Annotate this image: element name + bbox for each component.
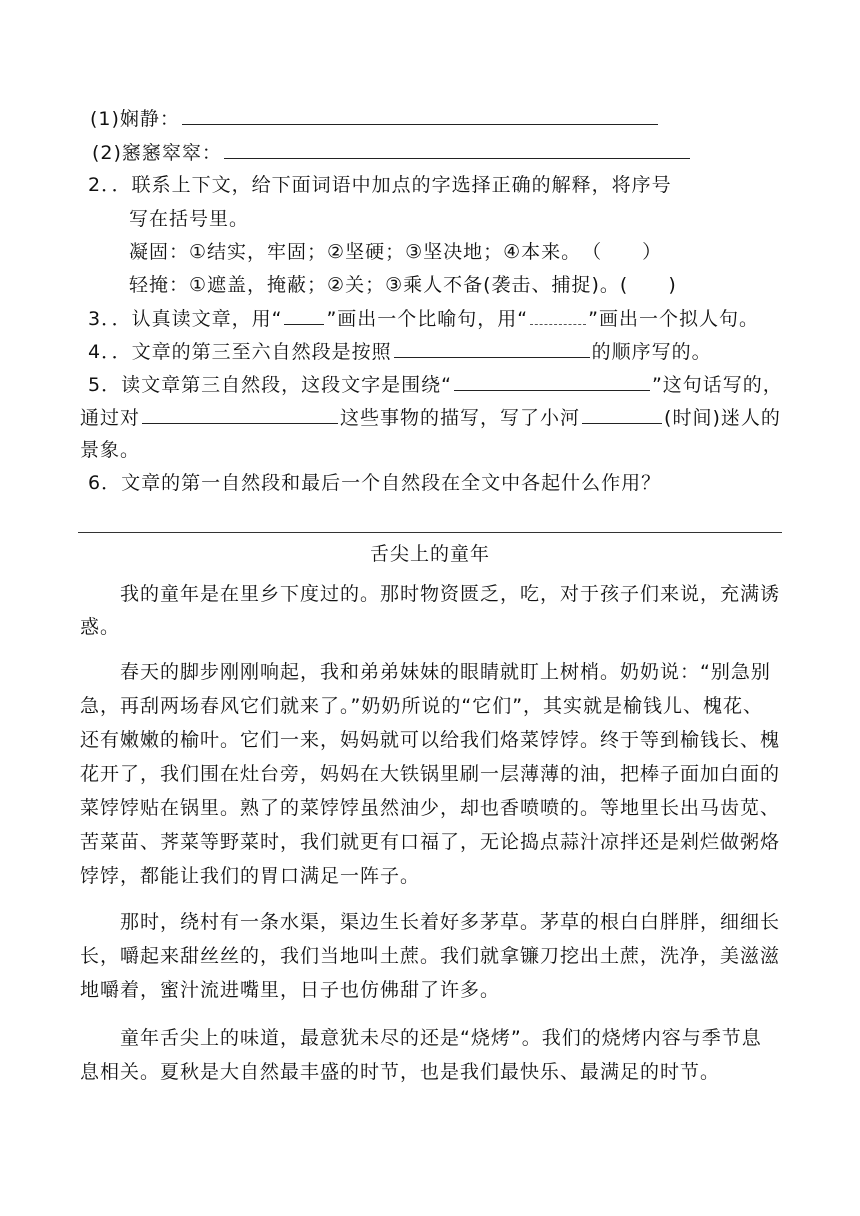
passage-line: 我的童年是在里乡下度过的。那时物资匮乏，吃，对于孩子们来说，充满诱: [120, 583, 781, 605]
section-divider: [78, 532, 782, 533]
question-2-line2: 写在括号里。: [129, 208, 250, 230]
passage-line: 息相关。夏秋是大自然最丰盛的时节，也是我们最快乐、最满足的时节。: [80, 1061, 721, 1083]
passage-line: 春天的脚步刚刚响起，我和弟弟妹妹的眼睛就盯上树梢。奶奶说：“别急别: [120, 661, 771, 683]
question-3: [88, 306, 759, 331]
question-4-part-b: 的顺序写的。: [591, 341, 712, 363]
question-5-part-a: 5．读文章第三自然段，这段文字是围绕“: [88, 374, 452, 396]
question-2-item2: 轻掩：①遮盖，掩蔽；②关；③乘人不备(袭击、捕捉)。( ): [129, 274, 677, 296]
passage-line: 花开了，我们围在灶台旁，妈妈在大铁锅里刷一层薄薄的油，把棒子面加白面的: [80, 763, 781, 785]
question-3-part-a: 3．．认真读文章，用“: [88, 308, 283, 330]
answer-blank-5c[interactable]: [582, 405, 662, 424]
answer-blank-1b[interactable]: [224, 140, 690, 159]
wavy-line-sample: [530, 306, 586, 325]
question-4-part-a: 4．．文章的第三至六自然段是按照: [88, 341, 392, 363]
question-4: [88, 339, 712, 364]
answer-blank-4[interactable]: [394, 339, 590, 358]
question-5-part-c: 通过对: [80, 407, 141, 429]
passage-line: 苦菜苗、荠菜等野菜时，我们就更有口福了，无论捣点蒜汁凉拌还是剁烂做粥烙: [80, 831, 781, 853]
question-6: 6．文章的第一自然段和最后一个自然段在全文中各起什么作用？: [88, 472, 662, 494]
question-2-item1: 凝固：①结实，牢固；②坚硬；③坚决地；④本来。 （ ）: [129, 241, 663, 263]
passage-line: 童年舌尖上的味道，最意犹未尽的还是“烧烤”。我们的烧烤内容与季节息: [120, 1027, 762, 1049]
question-5-part-b: ”这句话写的，: [651, 374, 783, 396]
question-5-part-d: 这些事物的描写，写了小河: [340, 407, 581, 429]
passage-line: 地嚼着，蜜汁流进嘴里，日子也仿佛甜了许多。: [80, 979, 501, 1001]
passage-line: 还有嫩嫩的榆叶。它们一来，妈妈就可以给我们烙菜饽饽。终于等到榆钱长、槐: [80, 729, 781, 751]
question-5-line1: [88, 372, 783, 397]
answer-blank-5a[interactable]: [454, 372, 650, 391]
question-5-line3: 景象。: [80, 439, 141, 461]
passage-line: 饽饽，都能让我们的胃口满足一阵子。: [80, 865, 421, 887]
passage-line: 惑。: [80, 616, 121, 638]
question-1b: [92, 140, 692, 165]
question-3-part-c: ”画出一个拟人句。: [588, 308, 759, 330]
passage-line: 急，再刮两场春风它们就来了。”奶奶所说的“它们”，其实就是榆钱儿、槐花、: [80, 695, 764, 717]
question-1a: [90, 106, 660, 131]
passage-line: 那时，绕村有一条水渠，渠边生长着好多茅草。茅草的根白白胖胖，细细长: [120, 911, 781, 933]
question-1b-label: (2)窸窸窣窣：: [92, 142, 222, 164]
passage-line: 长，嚼起来甜丝丝的，我们当地叫土蔗。我们就拿镰刀挖出土蔗，洗净，美滋滋: [80, 945, 781, 967]
passage-line: 菜饽饽贴在锅里。熟了的菜饽饽虽然油少，却也香喷喷的。等地里长出马齿苋、: [80, 797, 781, 819]
question-5-part-e: (时间)迷人的: [664, 407, 781, 429]
passage-title: 舌尖上的童年: [369, 543, 490, 565]
answer-blank-5b[interactable]: [142, 405, 338, 424]
question-2-line1: 2．．联系上下文，给下面词语中加点的字选择正确的解释，将序号: [88, 174, 672, 196]
question-3-part-b: ”画出一个比喻句，用“: [326, 308, 529, 330]
straight-line-sample: [284, 306, 324, 325]
answer-blank-1a[interactable]: [182, 106, 658, 125]
question-5-line2: [80, 405, 781, 430]
question-1a-label: (1)娴静：: [90, 108, 180, 130]
